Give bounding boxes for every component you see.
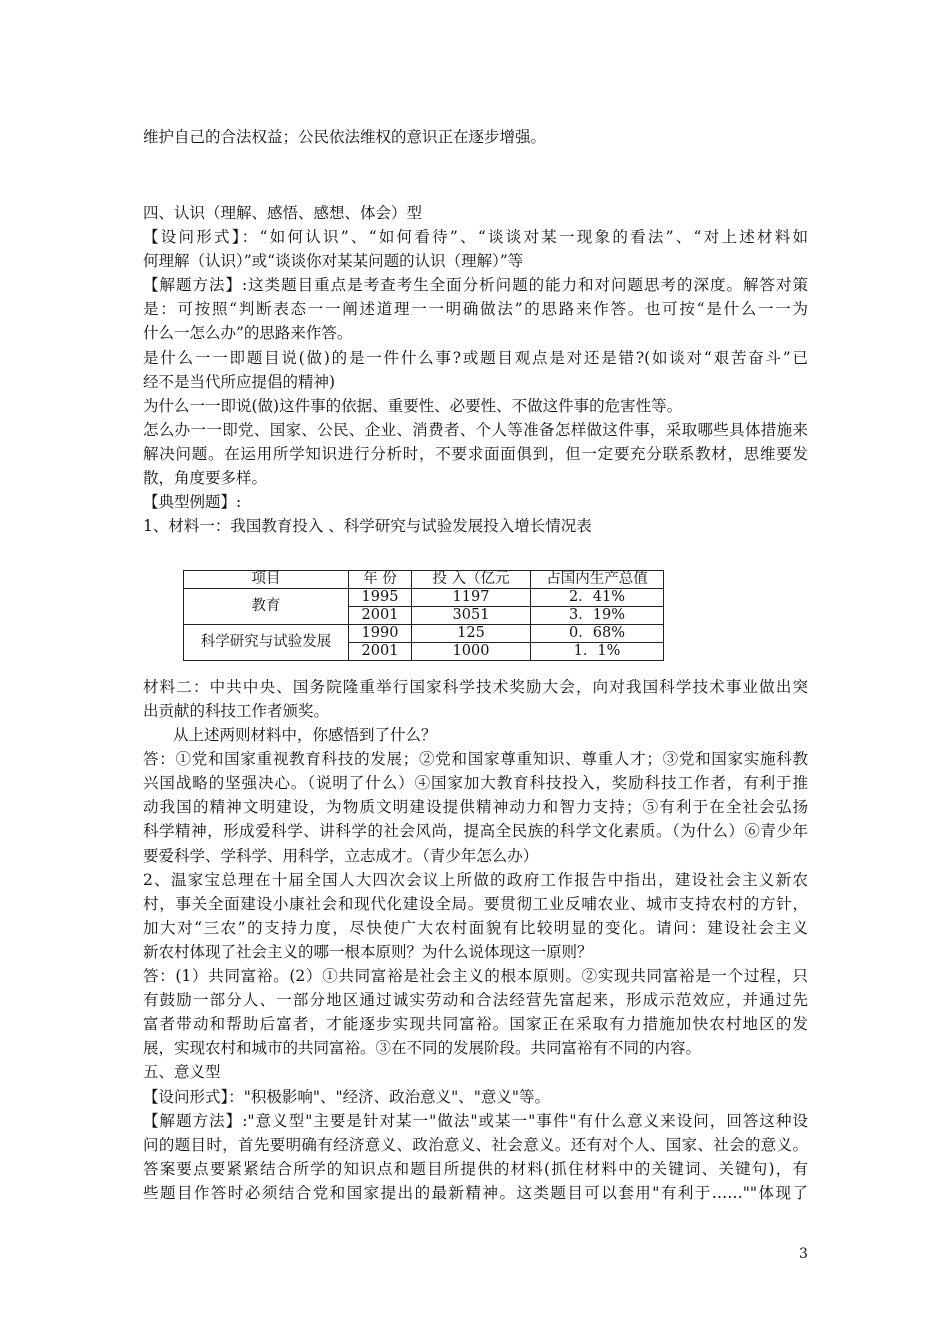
table-group-label: 科学研究与试验发展 (184, 625, 349, 661)
text-line: 解决问题。在运用所学知识进行分析时，不要求面面俱到，但一定要充分联系教材，思维要发 (143, 445, 808, 463)
table-cell: 1000 (412, 643, 531, 661)
text-line: 从上述两则材料中，你感悟到了什么？ (173, 726, 437, 744)
table-cell: 1995 (349, 589, 412, 607)
table-cell: 3．19% (531, 607, 664, 625)
text-line: 怎么办一一即党、国家、公民、企业、消费者、个人等准备怎样做这件事，采取哪些具体措施来 (143, 421, 808, 439)
text-line: 动我国的精神文明建设，为物质文明建设提供精神动力和智力支持；⑤有利于在全社会弘扬 (143, 798, 808, 816)
table-cell: 0．68% (531, 625, 664, 643)
text-line: 是：可按照“判断表态一一阐述道理一一明确做法”的思路来作答。也可按“是什么一一为 (143, 300, 808, 318)
text-line: 问的题目时，首先要明确有经济意义、政治意义、社会意义。还有对个人、国家、社会的意义。 (143, 1136, 808, 1154)
text-line: 【解题方法】:这类题目重点是考查考生全面分析问题的能力和对问题思考的深度。解答对策 (143, 276, 808, 294)
table-cell: 3051 (412, 607, 531, 625)
text-line: 科学精神，形成爱科学、讲科学的社会风尚，提高全民族的科学文化素质。（为什么）⑥青少年 (143, 822, 808, 840)
text-line: 为什么一一即说(做)这件事的依据、重要性、必要性、不做这件事的危害性等。 (143, 397, 683, 415)
text-line: 些题目作答时必须结合党和国家提出的最新精神。这类题目可以套用"有利于……""体现了 (143, 1184, 808, 1202)
text-line: 富者带动和帮助后富者，才能逐步实现共同富裕。国家正在采取有力措施加快农村地区的发 (143, 1015, 808, 1033)
text-line: 什么一怎么办”的思路来作答。 (143, 324, 353, 342)
text-line: 出贡献的科技工作者颁奖。 (143, 702, 330, 720)
text-line: 兴国战略的坚强决心。（说明了什么）④国家加大教育科技投入，奖励科技工作者，有利于推 (143, 774, 808, 792)
text-line: 是什么一一即题目说(做)的是一件什么事?或题目观点是对还是错?(如谈对“艰苦奋斗”已 (143, 349, 808, 367)
table-header-row (184, 571, 664, 589)
investment-table (183, 570, 664, 661)
text-line: 有鼓励一部分人、一部分地区通过诚实劳动和合法经营先富起来，形成示范效应，并通过先 (143, 991, 808, 1009)
text-line: 2、温家宝总理在十届全国人大四次会议上所做的政府工作报告中指出，建设社会主义新农 (143, 871, 808, 889)
table-group-label: 教育 (184, 589, 349, 625)
table-cell: 1197 (412, 589, 531, 607)
table-cell: 2001 (349, 643, 412, 661)
text-line: 维护自己的合法权益；公民依法维权的意识正在逐步增强。 (143, 128, 547, 146)
text-line: 要爱科学、学科学、用科学，立志成才。（青少年怎么办） (143, 847, 539, 865)
table-row (184, 589, 664, 607)
text-line: 1、材料一：我国教育投入 、科学研究与试验发展投入增长情况表 (143, 517, 592, 535)
table-cell: 2．41% (531, 589, 664, 607)
text-line: 【解题方法】:"意义型"主要是针对某一"做法"或某一"事件"有什么意义来设问，回答这种设 (143, 1112, 808, 1130)
table-header: 年 份 (349, 571, 412, 589)
text-line: 答案要点要紧紧结合所学的知识点和题目所提供的材料(抓住材料中的关键词、关键句)，有 (143, 1160, 808, 1178)
table-cell: 1990 (349, 625, 412, 643)
text-line: 【设问形式】："积极影响"、"经济、政治意义"、"意义"等。 (143, 1088, 551, 1106)
table-header: 项目 (184, 571, 349, 589)
table-cell: 2001 (349, 607, 412, 625)
page-number: 3 (799, 1246, 808, 1262)
table-header: 占国内生产总值 (531, 571, 664, 589)
text-line: 答：①党和国家重视教育科技的发展；②党和国家尊重知识、尊重人才；③党和国家实施科教 (143, 750, 808, 768)
text-line: 何理解（认识）”或“谈谈你对某某问题的认识（理解）”等 (143, 252, 524, 270)
text-line: 【典型例题】: (143, 493, 242, 511)
text-line: 村，事关全面建设小康社会和现代化建设全局。要贯彻工业反哺农业、城市支持农村的方针， (143, 895, 808, 913)
text-line: 加大对“三农”的支持力度，尽快使广大农村面貌有比较明显的变化。请问：建设社会主义 (143, 919, 808, 937)
section-heading: 五、意义型 (143, 1063, 221, 1081)
text-line: 新农村体现了社会主义的哪一根本原则？为什么说体现这一原则？ (143, 943, 593, 961)
table-header: 投 入（亿元 (412, 571, 531, 589)
text-line: 材料二：中共中央、国务院隆重举行国家科学技术奖励大会，向对我国科学技术事业做出突 (143, 678, 808, 696)
table-row (184, 625, 664, 643)
table-cell: 125 (412, 625, 531, 643)
text-line: 展，实现农村和城市的共同富裕。③在不同的发展阶段。共同富裕有不同的内容。 (143, 1039, 702, 1057)
text-line: 答：(1）共同富裕。(2）①共同富裕是社会主义的根本原则。②实现共同富裕是一个过程，只 (143, 967, 808, 985)
section-heading: 四、认识（理解、感悟、感想、体会）型 (143, 204, 423, 222)
table-cell: 1．1% (531, 643, 664, 661)
text-line: 经不是当代所应提倡的精神) (143, 373, 336, 391)
text-line: 【设问形式】：“如何认识”、“如何看待”、“谈谈对某一现象的看法”、“对上述材料如 (143, 228, 808, 246)
text-line: 散，角度要多样。 (143, 469, 268, 487)
